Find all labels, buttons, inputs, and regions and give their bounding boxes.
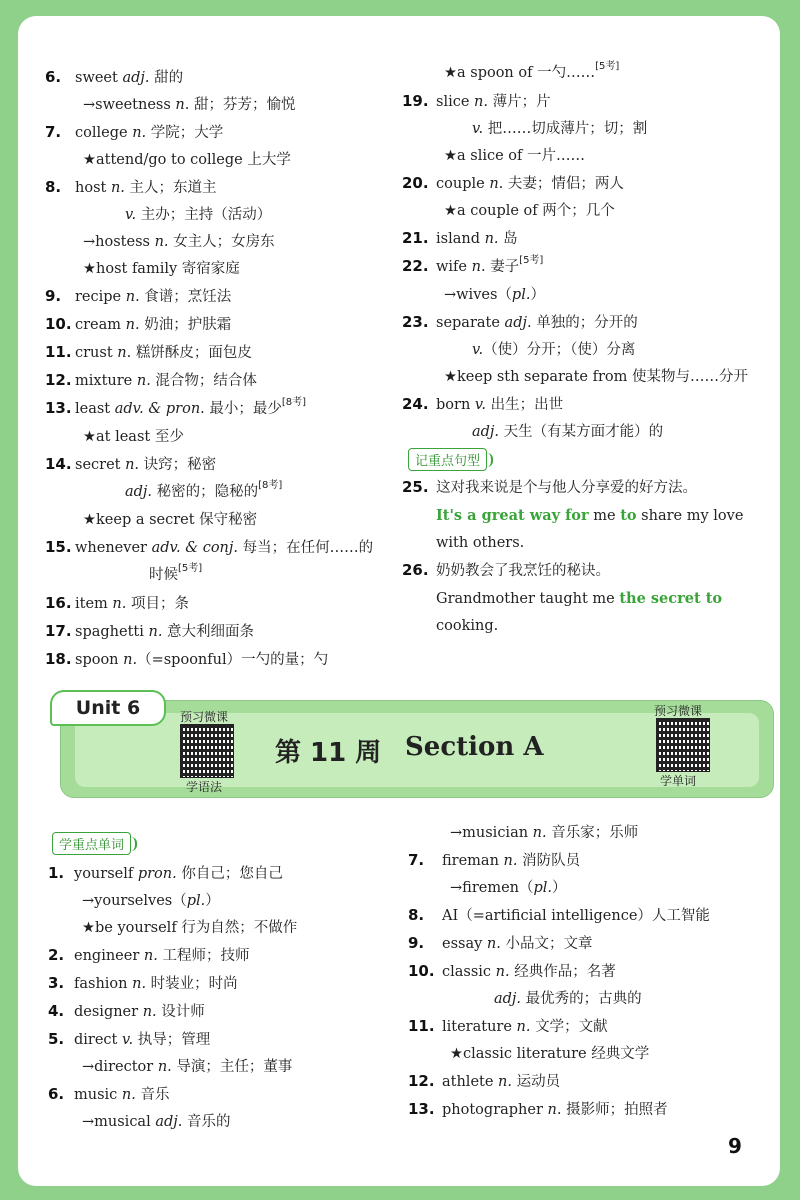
vocab-entry	[45, 174, 395, 202]
subline-text: →yourselves（	[82, 893, 187, 909]
entry-number: 10.	[45, 315, 72, 333]
definition: 奶油；护肤霜	[139, 317, 232, 333]
part-of-speech: v.	[122, 1032, 134, 1048]
part-of-speech: n.	[474, 94, 488, 110]
part-of-speech: n.	[121, 1087, 136, 1103]
vocab-entry	[45, 590, 395, 618]
definition: （=spoonful）一勺的量；勺	[137, 652, 329, 668]
vocab-column-bottom-right	[408, 820, 768, 1124]
vocab-entry	[45, 646, 395, 674]
entry-number: 8.	[45, 178, 62, 196]
part-of-speech: n.	[125, 457, 140, 473]
vocab-entry	[408, 958, 768, 986]
section-title: Section A	[405, 732, 544, 762]
sentence-text: share my love	[636, 508, 744, 524]
vocab-entry	[45, 534, 395, 562]
definition: 天生（有某方面才能）的	[499, 424, 664, 440]
entry-subline	[45, 229, 395, 256]
entry-subline	[408, 820, 768, 847]
definition: 混合物；结合体	[150, 373, 257, 389]
vocab-column-top-right	[402, 60, 772, 446]
key-sentences	[402, 474, 752, 640]
vocab-entry	[408, 930, 768, 958]
vocab-entry	[48, 942, 398, 970]
entry-word: classic	[442, 964, 496, 980]
vocab-entry	[45, 311, 395, 339]
entry-word: fashion	[74, 976, 133, 992]
sentence-english-cont	[402, 613, 752, 640]
entry-subline	[48, 888, 398, 915]
entry-word: spoon	[75, 652, 124, 668]
part-of-speech: n.	[495, 964, 510, 980]
vocab-entry	[48, 998, 398, 1026]
sentence-entry	[402, 474, 752, 502]
definition: 音乐	[135, 1087, 170, 1103]
entry-subline	[402, 419, 772, 446]
entry-word: crust	[75, 345, 118, 361]
entry-number: 15.	[45, 538, 72, 556]
unit-tab: Unit 6	[50, 690, 166, 726]
qr-code-grammar[interactable]	[180, 724, 234, 778]
entry-subline	[45, 92, 395, 119]
definition: 摄影师；拍照者	[561, 1102, 668, 1118]
entry-number: 6.	[45, 68, 62, 86]
part-of-speech: adj.	[504, 315, 532, 331]
key-phrase: the secret to	[619, 590, 723, 607]
definition: 执导；管理	[133, 1032, 211, 1048]
subline-text: ★keep sth separate from 使某物与……分开	[444, 369, 748, 385]
entry-number: 12.	[408, 1072, 435, 1090]
sentence-text: me	[588, 508, 621, 524]
entry-subline	[402, 364, 772, 391]
definition: 甜；芬芳；愉悦	[189, 97, 296, 113]
entry-word: fireman	[442, 853, 504, 869]
sentence-text: cooking.	[436, 618, 499, 634]
entry-word: cream	[75, 317, 126, 333]
entry-number: 19.	[402, 92, 429, 110]
definition: 秘密的；隐秘的	[152, 484, 259, 500]
entry-number: 7.	[408, 851, 425, 869]
entry-number: 7.	[45, 123, 62, 141]
qr-right-bottom-label: 学单词	[660, 774, 697, 788]
entry-subline	[45, 507, 395, 534]
definition: 工程师；技师	[157, 948, 250, 964]
qr-right-top-label: 预习微课	[654, 704, 703, 718]
entry-subline	[45, 147, 395, 174]
part-of-speech: n.	[547, 1102, 562, 1118]
entry-number: 17.	[45, 622, 72, 640]
sentence-english	[402, 502, 752, 530]
sentence-english-cont	[402, 530, 752, 557]
subline-text: ★at least 至少	[83, 429, 184, 445]
part-of-speech: pron.	[137, 866, 177, 882]
entry-word: separate	[436, 315, 505, 331]
subline-text: ★attend/go to college 上大学	[83, 152, 291, 168]
entry-number: 13.	[45, 399, 72, 417]
entry-word: item	[75, 596, 113, 612]
sentence-chinese: 这对我来说是个与他人分享爱的好方法。	[436, 480, 697, 496]
definition: 音乐家；乐师	[546, 825, 639, 841]
entry-number: 26.	[402, 561, 429, 579]
entry-subline	[408, 986, 768, 1013]
part-of-speech: n.	[154, 234, 169, 250]
entry-number: 21.	[402, 229, 429, 247]
definition: 时装业；时尚	[146, 976, 238, 992]
part-of-speech: n.	[516, 1019, 531, 1035]
vocab-entry	[402, 170, 772, 198]
entry-word: sweet	[75, 70, 123, 86]
definition: 音乐的	[182, 1114, 231, 1130]
part-of-speech: n.	[132, 125, 147, 141]
entry-number: 2.	[48, 946, 65, 964]
vocab-entry	[402, 309, 772, 337]
part-of-speech: v.	[472, 342, 484, 358]
definition: 导演；主任；董事	[171, 1059, 293, 1075]
week-title: 第 11 周	[275, 738, 382, 768]
entry-number: 14.	[45, 455, 72, 473]
part-of-speech: n.	[489, 176, 504, 192]
part-of-speech: adj.	[155, 1114, 183, 1130]
entry-number: 8.	[408, 906, 425, 924]
subline-text: ★classic literature 经典文学	[450, 1046, 650, 1062]
entry-number: 9.	[45, 287, 62, 305]
part-of-speech: n.	[471, 259, 486, 275]
vocab-entry	[45, 367, 395, 395]
entry-number: 24.	[402, 395, 429, 413]
definition: 甜的	[149, 70, 184, 86]
vocab-entry	[402, 225, 772, 253]
subline-text: →wives（	[444, 287, 512, 303]
entry-number: 9.	[408, 934, 425, 952]
key-phrase: to	[620, 507, 637, 524]
subline-text: →sweetness	[83, 97, 176, 113]
definition: 最优秀的；古典的	[521, 991, 642, 1007]
definition: 项目；条	[126, 596, 189, 612]
entry-word: wife	[436, 259, 472, 275]
part-of-speech: adj.	[494, 991, 522, 1007]
part-of-speech: n.	[117, 345, 132, 361]
sentence-english	[402, 585, 752, 613]
definition: 单独的；分开的	[531, 315, 638, 331]
entry-number: 10.	[408, 962, 435, 980]
definition: 主人；东道主	[124, 180, 217, 196]
vocab-entry	[48, 1081, 398, 1109]
vocab-entry	[402, 88, 772, 116]
definition: 学院；大学	[146, 125, 224, 141]
vocab-entry	[48, 970, 398, 998]
entry-word: born	[436, 397, 475, 413]
part-of-speech: n.	[503, 853, 518, 869]
qr-left-top-label: 预习微课	[180, 710, 229, 724]
exam-count-badge: [8考]	[281, 397, 307, 408]
subline-text: ★a slice of 一片……	[444, 148, 585, 164]
vocab-entry	[45, 64, 395, 92]
definition: 岛	[498, 231, 518, 247]
part-of-speech: n.	[123, 652, 138, 668]
part-of-speech: adj.	[125, 484, 153, 500]
entry-word: college	[75, 125, 133, 141]
entry-word: athlete	[442, 1074, 499, 1090]
entry-subline	[45, 424, 395, 451]
entry-word: island	[436, 231, 485, 247]
definition: 消防队员	[517, 853, 581, 869]
part-of-speech: pl.	[186, 893, 206, 909]
entry-word: engineer	[74, 948, 144, 964]
entry-number: 12.	[45, 371, 72, 389]
subline-text: →musical	[82, 1114, 156, 1130]
subline-text: ★be yourself 行为自然；不做作	[82, 920, 298, 936]
exam-count-badge: [5考]	[178, 563, 203, 574]
entry-word: essay	[442, 936, 487, 952]
part-of-speech: n.	[157, 1059, 172, 1075]
entry-word: secret	[75, 457, 126, 473]
sentence-chinese: 奶奶教会了我烹饪的秘诀。	[436, 563, 610, 579]
exam-count-badge: [5考]	[519, 255, 544, 266]
sentence-text: Grandmother taught me	[436, 591, 620, 607]
vocab-column-top-left	[45, 64, 395, 674]
entry-word: couple	[436, 176, 490, 192]
vocab-entry	[408, 847, 768, 875]
page-number: 9	[728, 1134, 742, 1158]
entry-subline	[45, 202, 395, 229]
part-of-speech: n.	[498, 1074, 512, 1090]
definition: ）	[530, 287, 545, 303]
entry-subline	[402, 116, 772, 143]
definition: 夫妻；情侣；两人	[503, 176, 624, 192]
exam-count-badge: [8考]	[258, 480, 283, 491]
vocab-entry	[45, 451, 395, 479]
definition: 薄片；片	[487, 94, 551, 110]
part-of-speech: n.	[112, 596, 127, 612]
definition: 你自己；您自己	[176, 866, 283, 882]
subline-text: ★host family 寄宿家庭	[83, 261, 240, 277]
entry-subline	[48, 1054, 398, 1081]
definition: ）	[205, 893, 220, 909]
entry-number: 4.	[48, 1002, 65, 1020]
part-of-speech: v.	[472, 121, 484, 137]
definition: 妻子	[485, 259, 520, 275]
subline-text: →musician	[450, 825, 533, 841]
definition: 食谱；烹饪法	[139, 289, 232, 305]
subline-text: ★a couple of 两个；几个	[444, 203, 615, 219]
entry-number: 3.	[48, 974, 65, 992]
sentence-text: with others.	[436, 535, 525, 551]
part-of-speech: adv. & pron.	[114, 401, 205, 417]
definition: 每当；在任何……的	[238, 540, 374, 556]
subline-text: 时候	[149, 567, 178, 583]
entry-subline	[48, 915, 398, 942]
entry-word: spaghetti	[75, 624, 149, 640]
definition: 主办；主持（活动）	[136, 207, 272, 223]
part-of-speech: adv. & conj.	[151, 540, 239, 556]
entry-number: 18.	[45, 650, 72, 668]
key-phrase: It's a great way for	[436, 507, 589, 524]
exam-count-badge: [5考]	[595, 61, 620, 72]
entry-subline	[402, 282, 772, 309]
vocab-column-bottom-left	[48, 860, 398, 1136]
entry-subline	[45, 256, 395, 283]
entry-word: recipe	[75, 289, 126, 305]
definition: 小品文；文章	[500, 936, 593, 952]
part-of-speech: v.	[474, 397, 486, 413]
subline-text: →hostess	[83, 234, 155, 250]
entry-number: 13.	[408, 1100, 435, 1118]
entry-word: whenever	[75, 540, 152, 556]
part-of-speech: pl.	[533, 880, 553, 896]
entry-subline	[402, 198, 772, 225]
entry-number: 25.	[402, 478, 429, 496]
entry-number: 6.	[48, 1085, 65, 1103]
part-of-speech: n.	[532, 825, 547, 841]
entry-word: music	[74, 1087, 122, 1103]
subline-text: →director	[82, 1059, 158, 1075]
entry-number: 5.	[48, 1030, 65, 1048]
definition: 经典作品；名著	[509, 964, 616, 980]
vocab-entry	[408, 1096, 768, 1124]
definition: ）	[552, 880, 567, 896]
part-of-speech: adj.	[472, 424, 500, 440]
entry-word: photographer	[442, 1102, 548, 1118]
vocab-entry	[45, 119, 395, 147]
vocab-entry	[45, 618, 395, 646]
definition: 女主人；女房东	[168, 234, 275, 250]
qr-left-bottom-label: 学语法	[186, 780, 223, 794]
part-of-speech: n.	[175, 97, 190, 113]
entry-word: slice	[436, 94, 475, 110]
part-of-speech: n.	[136, 373, 151, 389]
entry-word: designer	[74, 1004, 143, 1020]
definition: 文学；文献	[530, 1019, 608, 1035]
entry-number: 22.	[402, 257, 429, 275]
definition: 意大利细面条	[162, 624, 255, 640]
part-of-speech: n.	[486, 936, 501, 952]
vocab-entry	[402, 391, 772, 419]
entry-number: 1.	[48, 864, 65, 882]
entry-word: yourself	[74, 866, 138, 882]
definition: 糕饼酥皮；面包皮	[131, 345, 252, 361]
vocab-entry	[408, 1013, 768, 1041]
sentence-entry	[402, 557, 752, 585]
entry-subline	[48, 1109, 398, 1136]
entry-subline	[45, 479, 395, 507]
subline-text: →firemen（	[450, 880, 534, 896]
part-of-speech: n.	[484, 231, 499, 247]
entry-word: AI（=artificial intelligence）人工智能	[442, 908, 710, 924]
entry-subline	[402, 60, 772, 88]
qr-code-words[interactable]	[656, 718, 710, 772]
entry-subline	[408, 1041, 768, 1068]
definition: （使）分开；（使）分离	[483, 342, 636, 358]
entry-number: 11.	[45, 343, 72, 361]
vocab-entry	[408, 902, 768, 930]
part-of-speech: adj.	[122, 70, 150, 86]
part-of-speech: pl.	[511, 287, 531, 303]
part-of-speech: n.	[148, 624, 163, 640]
part-of-speech: v.	[125, 207, 137, 223]
vocab-entry	[48, 860, 398, 888]
entry-word: mixture	[75, 373, 137, 389]
definition: 设计师	[156, 1004, 205, 1020]
part-of-speech: n.	[125, 289, 140, 305]
entry-subline	[408, 875, 768, 902]
subline-text: ★keep a secret 保守秘密	[83, 512, 258, 528]
vocab-entry	[408, 1068, 768, 1096]
tag-key-words: 学重点单词	[52, 832, 131, 855]
vocab-entry	[402, 253, 772, 282]
entry-subline	[402, 337, 772, 364]
vocab-entry	[45, 283, 395, 311]
vocab-entry	[45, 339, 395, 367]
entry-word: direct	[74, 1032, 122, 1048]
entry-word: literature	[442, 1019, 517, 1035]
definition: 诀窍；秘密	[139, 457, 217, 473]
tag-key-sentences: 记重点句型	[408, 448, 487, 471]
entry-word: least	[75, 401, 115, 417]
entry-word: host	[75, 180, 111, 196]
entry-subline	[402, 143, 772, 170]
entry-number: 16.	[45, 594, 72, 612]
part-of-speech: n.	[132, 976, 147, 992]
entry-number: 11.	[408, 1017, 435, 1035]
part-of-speech: n.	[110, 180, 125, 196]
vocab-entry	[45, 395, 395, 424]
part-of-speech: n.	[143, 948, 158, 964]
entry-number: 23.	[402, 313, 429, 331]
definition: 运动员	[512, 1074, 561, 1090]
subline-text: ★a spoon of 一勺……	[444, 65, 596, 81]
definition: 出生；出世	[486, 397, 564, 413]
definition: 最小；最少	[204, 401, 282, 417]
part-of-speech: n.	[142, 1004, 157, 1020]
vocab-entry	[48, 1026, 398, 1054]
entry-subline	[45, 562, 395, 590]
definition: 把……切成薄片；切；割	[483, 121, 648, 137]
entry-number: 20.	[402, 174, 429, 192]
part-of-speech: n.	[125, 317, 140, 333]
